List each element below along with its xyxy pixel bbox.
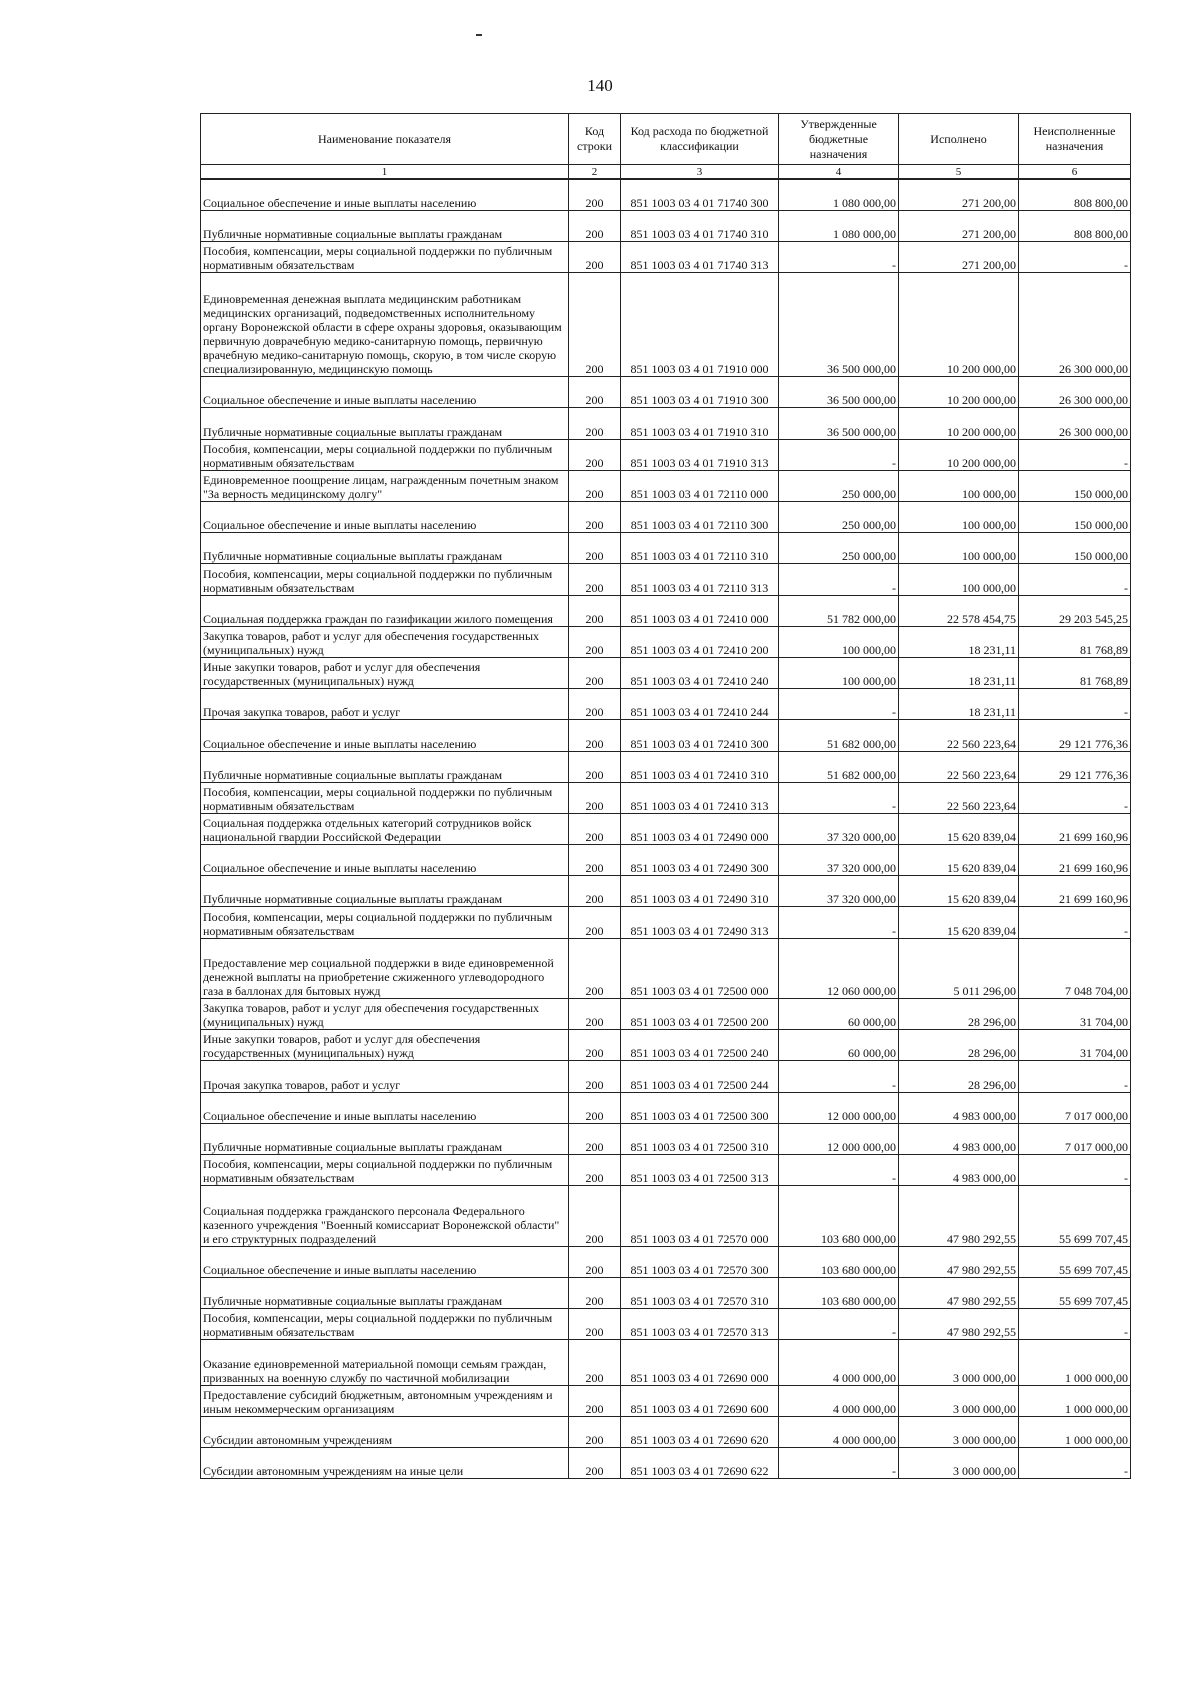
row-approved: 36 500 000,00 — [779, 408, 899, 439]
row-line-code: 200 — [569, 439, 621, 470]
row-unexecuted: - — [1019, 907, 1131, 938]
row-budget-code: 851 1003 03 4 01 72410 313 — [621, 782, 779, 813]
row-line-code: 200 — [569, 179, 621, 210]
row-approved: - — [779, 1448, 899, 1479]
row-approved: - — [779, 564, 899, 595]
row-line-code: 200 — [569, 938, 621, 998]
row-unexecuted: 21 699 160,96 — [1019, 845, 1131, 876]
table-row — [201, 751, 1131, 782]
row-executed: 22 560 223,64 — [899, 782, 1019, 813]
row-executed: 28 296,00 — [899, 1030, 1019, 1061]
table-row — [201, 720, 1131, 751]
row-line-code: 200 — [569, 907, 621, 938]
table-row — [201, 241, 1131, 272]
row-name: Социальное обеспечение и иные выплаты населению — [201, 502, 569, 533]
table-row — [201, 377, 1131, 408]
column-number: 2 — [569, 165, 621, 180]
row-budget-code: 851 1003 03 4 01 72500 000 — [621, 938, 779, 998]
row-budget-code: 851 1003 03 4 01 72690 622 — [621, 1448, 779, 1479]
row-approved: - — [779, 689, 899, 720]
row-unexecuted: 29 203 545,25 — [1019, 595, 1131, 626]
row-name: Социальная поддержка гражданского персонала Федерального казенного учреждения "Военный комиссариат Воронежской области" и его структурных подразделений — [201, 1186, 569, 1246]
column-number: 6 — [1019, 165, 1131, 180]
row-name: Пособия, компенсации, меры социальной поддержки по публичным нормативным обязательствам — [201, 782, 569, 813]
row-unexecuted: - — [1019, 241, 1131, 272]
row-name: Единовременное поощрение лицам, награжденным почетным знаком "За верность медицинскому долгу" — [201, 470, 569, 501]
header-executed: Исполнено — [899, 114, 1019, 165]
table-row — [201, 179, 1131, 210]
row-executed: 100 000,00 — [899, 564, 1019, 595]
row-budget-code: 851 1003 03 4 01 71740 300 — [621, 179, 779, 210]
row-executed: 10 200 000,00 — [899, 439, 1019, 470]
row-budget-code: 851 1003 03 4 01 72410 300 — [621, 720, 779, 751]
table-row — [201, 1030, 1131, 1061]
table-row — [201, 564, 1131, 595]
row-approved: 100 000,00 — [779, 626, 899, 657]
row-line-code: 200 — [569, 1154, 621, 1185]
row-name: Социальное обеспечение и иные выплаты населению — [201, 1246, 569, 1277]
column-number: 1 — [201, 165, 569, 180]
row-approved: 51 782 000,00 — [779, 595, 899, 626]
row-approved: - — [779, 1154, 899, 1185]
row-unexecuted: 7 048 704,00 — [1019, 938, 1131, 998]
table-row — [201, 1385, 1131, 1416]
row-unexecuted: - — [1019, 1308, 1131, 1339]
table-row — [201, 813, 1131, 844]
row-name: Пособия, компенсации, меры социальной поддержки по публичным нормативным обязательствам — [201, 1308, 569, 1339]
table-row — [201, 999, 1131, 1030]
column-number: 4 — [779, 165, 899, 180]
row-executed: 22 578 454,75 — [899, 595, 1019, 626]
table-row — [201, 470, 1131, 501]
scan-mark — [476, 34, 482, 36]
row-approved: 250 000,00 — [779, 502, 899, 533]
row-approved: - — [779, 1061, 899, 1092]
row-line-code: 200 — [569, 408, 621, 439]
row-name: Предоставление субсидий бюджетным, автономным учреждениям и иным некоммерческим организациям — [201, 1385, 569, 1416]
row-budget-code: 851 1003 03 4 01 72490 310 — [621, 876, 779, 907]
row-executed: 10 200 000,00 — [899, 273, 1019, 377]
row-name: Прочая закупка товаров, работ и услуг — [201, 1061, 569, 1092]
row-executed: 3 000 000,00 — [899, 1340, 1019, 1386]
row-approved: 36 500 000,00 — [779, 273, 899, 377]
row-approved: 1 080 000,00 — [779, 210, 899, 241]
row-line-code: 200 — [569, 1308, 621, 1339]
row-approved: 37 320 000,00 — [779, 813, 899, 844]
column-numbers-row — [201, 165, 1131, 180]
table-row — [201, 533, 1131, 564]
row-unexecuted: 29 121 776,36 — [1019, 751, 1131, 782]
row-executed: 15 620 839,04 — [899, 907, 1019, 938]
row-approved: - — [779, 907, 899, 938]
table-body — [201, 179, 1131, 1479]
row-unexecuted: - — [1019, 1448, 1131, 1479]
table-row — [201, 689, 1131, 720]
row-line-code: 200 — [569, 1030, 621, 1061]
row-name: Оказание единовременной материальной помощи семьям граждан, призванных на военную службу по частичной мобилизации — [201, 1340, 569, 1386]
table-row — [201, 657, 1131, 688]
row-executed: 15 620 839,04 — [899, 845, 1019, 876]
row-name: Социальное обеспечение и иные выплаты населению — [201, 845, 569, 876]
row-approved: 12 000 000,00 — [779, 1123, 899, 1154]
row-budget-code: 851 1003 03 4 01 72690 600 — [621, 1385, 779, 1416]
row-unexecuted: - — [1019, 439, 1131, 470]
row-budget-code: 851 1003 03 4 01 72410 240 — [621, 657, 779, 688]
row-budget-code: 851 1003 03 4 01 72110 313 — [621, 564, 779, 595]
row-approved: 60 000,00 — [779, 999, 899, 1030]
row-name: Пособия, компенсации, меры социальной поддержки по публичным нормативным обязательствам — [201, 241, 569, 272]
row-budget-code: 851 1003 03 4 01 72690 620 — [621, 1417, 779, 1448]
row-executed: 15 620 839,04 — [899, 876, 1019, 907]
row-executed: 100 000,00 — [899, 533, 1019, 564]
row-budget-code: 851 1003 03 4 01 71910 313 — [621, 439, 779, 470]
row-unexecuted: 26 300 000,00 — [1019, 273, 1131, 377]
table-row — [201, 1340, 1131, 1386]
row-approved: - — [779, 782, 899, 813]
row-unexecuted: 55 699 707,45 — [1019, 1277, 1131, 1308]
table-row — [201, 273, 1131, 377]
table-row — [201, 1308, 1131, 1339]
row-name: Единовременная денежная выплата медицинским работникам медицинских организаций, подведомственных исполнительному органу Воронежской области в сфере охраны здоровья, оказывающим первичную доврачебную медико-санитарную помощь, первичную врачебную медико-санитарную помощь, скорую, в том числе скорую специализированную, медицинскую помощь — [201, 273, 569, 377]
row-executed: 22 560 223,64 — [899, 720, 1019, 751]
row-unexecuted: 26 300 000,00 — [1019, 377, 1131, 408]
row-executed: 22 560 223,64 — [899, 751, 1019, 782]
row-executed: 47 980 292,55 — [899, 1186, 1019, 1246]
row-name: Пособия, компенсации, меры социальной поддержки по публичным нормативным обязательствам — [201, 439, 569, 470]
row-executed: 100 000,00 — [899, 502, 1019, 533]
row-line-code: 200 — [569, 1246, 621, 1277]
row-unexecuted: 150 000,00 — [1019, 533, 1131, 564]
row-executed: 15 620 839,04 — [899, 813, 1019, 844]
row-executed: 4 983 000,00 — [899, 1123, 1019, 1154]
row-approved: - — [779, 439, 899, 470]
table-row — [201, 1186, 1131, 1246]
row-unexecuted: 808 800,00 — [1019, 179, 1131, 210]
row-approved: 4 000 000,00 — [779, 1385, 899, 1416]
header-budget-code: Код расхода по бюджетной классификации — [621, 114, 779, 165]
row-executed: 18 231,11 — [899, 689, 1019, 720]
row-line-code: 200 — [569, 782, 621, 813]
row-executed: 271 200,00 — [899, 241, 1019, 272]
row-unexecuted: - — [1019, 1154, 1131, 1185]
table-row — [201, 1123, 1131, 1154]
row-budget-code: 851 1003 03 4 01 72490 300 — [621, 845, 779, 876]
row-executed: 3 000 000,00 — [899, 1417, 1019, 1448]
table-row — [201, 502, 1131, 533]
table-row — [201, 876, 1131, 907]
table-row — [201, 938, 1131, 998]
row-name: Социальное обеспечение и иные выплаты населению — [201, 179, 569, 210]
row-executed: 28 296,00 — [899, 999, 1019, 1030]
row-budget-code: 851 1003 03 4 01 72410 000 — [621, 595, 779, 626]
row-unexecuted: 1 000 000,00 — [1019, 1385, 1131, 1416]
row-executed: 271 200,00 — [899, 179, 1019, 210]
row-budget-code: 851 1003 03 4 01 72500 244 — [621, 1061, 779, 1092]
row-approved: 250 000,00 — [779, 470, 899, 501]
row-approved: 37 320 000,00 — [779, 845, 899, 876]
header-name: Наименование показателя — [201, 114, 569, 165]
row-budget-code: 851 1003 03 4 01 72690 000 — [621, 1340, 779, 1386]
row-approved: 51 682 000,00 — [779, 751, 899, 782]
row-executed: 4 983 000,00 — [899, 1154, 1019, 1185]
column-number: 3 — [621, 165, 779, 180]
table-row — [201, 626, 1131, 657]
row-line-code: 200 — [569, 876, 621, 907]
row-approved: 37 320 000,00 — [779, 876, 899, 907]
row-name: Закупка товаров, работ и услуг для обеспечения государственных (муниципальных) нужд — [201, 626, 569, 657]
row-budget-code: 851 1003 03 4 01 71740 310 — [621, 210, 779, 241]
row-executed: 3 000 000,00 — [899, 1448, 1019, 1479]
row-name: Иные закупки товаров, работ и услуг для обеспечения государственных (муниципальных) нужд — [201, 1030, 569, 1061]
table-row — [201, 1061, 1131, 1092]
row-approved: 103 680 000,00 — [779, 1186, 899, 1246]
row-line-code: 200 — [569, 999, 621, 1030]
table-row — [201, 1448, 1131, 1479]
table-row — [201, 1417, 1131, 1448]
row-unexecuted: 1 000 000,00 — [1019, 1417, 1131, 1448]
row-line-code: 200 — [569, 845, 621, 876]
row-executed: 18 231,11 — [899, 626, 1019, 657]
row-budget-code: 851 1003 03 4 01 72110 310 — [621, 533, 779, 564]
row-line-code: 200 — [569, 1417, 621, 1448]
row-unexecuted: 81 768,89 — [1019, 626, 1131, 657]
row-approved: 1 080 000,00 — [779, 179, 899, 210]
row-budget-code: 851 1003 03 4 01 72490 000 — [621, 813, 779, 844]
row-executed: 18 231,11 — [899, 657, 1019, 688]
row-budget-code: 851 1003 03 4 01 72570 310 — [621, 1277, 779, 1308]
row-name: Публичные нормативные социальные выплаты гражданам — [201, 408, 569, 439]
row-unexecuted: 29 121 776,36 — [1019, 720, 1131, 751]
row-budget-code: 851 1003 03 4 01 72110 000 — [621, 470, 779, 501]
row-budget-code: 851 1003 03 4 01 72110 300 — [621, 502, 779, 533]
row-unexecuted: - — [1019, 564, 1131, 595]
header-approved: Утвержденные бюджетные назначения — [779, 114, 899, 165]
row-approved: 4 000 000,00 — [779, 1340, 899, 1386]
row-approved: 250 000,00 — [779, 533, 899, 564]
row-approved: 12 060 000,00 — [779, 938, 899, 998]
row-line-code: 200 — [569, 720, 621, 751]
row-executed: 271 200,00 — [899, 210, 1019, 241]
row-unexecuted: 31 704,00 — [1019, 1030, 1131, 1061]
row-unexecuted: 150 000,00 — [1019, 502, 1131, 533]
row-executed: 47 980 292,55 — [899, 1246, 1019, 1277]
row-name: Закупка товаров, работ и услуг для обеспечения государственных (муниципальных) нужд — [201, 999, 569, 1030]
row-line-code: 200 — [569, 1092, 621, 1123]
row-budget-code: 851 1003 03 4 01 72500 300 — [621, 1092, 779, 1123]
row-line-code: 200 — [569, 1061, 621, 1092]
header-line-code: Код строки — [569, 114, 621, 165]
table-row — [201, 1246, 1131, 1277]
row-line-code: 200 — [569, 1385, 621, 1416]
row-budget-code: 851 1003 03 4 01 72570 000 — [621, 1186, 779, 1246]
row-name: Социальное обеспечение и иные выплаты населению — [201, 1092, 569, 1123]
row-approved: 12 000 000,00 — [779, 1092, 899, 1123]
row-unexecuted: 1 000 000,00 — [1019, 1340, 1131, 1386]
row-line-code: 200 — [569, 626, 621, 657]
row-executed: 10 200 000,00 — [899, 408, 1019, 439]
table-row — [201, 907, 1131, 938]
row-budget-code: 851 1003 03 4 01 72500 200 — [621, 999, 779, 1030]
row-executed: 47 980 292,55 — [899, 1277, 1019, 1308]
row-unexecuted: 150 000,00 — [1019, 470, 1131, 501]
row-executed: 4 983 000,00 — [899, 1092, 1019, 1123]
row-name: Публичные нормативные социальные выплаты гражданам — [201, 751, 569, 782]
row-line-code: 200 — [569, 502, 621, 533]
row-unexecuted: - — [1019, 1061, 1131, 1092]
row-name: Пособия, компенсации, меры социальной поддержки по публичным нормативным обязательствам — [201, 907, 569, 938]
row-approved: 36 500 000,00 — [779, 377, 899, 408]
column-number: 5 — [899, 165, 1019, 180]
header-row — [201, 114, 1131, 165]
row-line-code: 200 — [569, 470, 621, 501]
row-name: Предоставление мер социальной поддержки в виде единовременной денежной выплаты на приобретение сжиженного углеводородного газа в баллонах для бытовых нужд — [201, 938, 569, 998]
row-line-code: 200 — [569, 751, 621, 782]
row-executed: 3 000 000,00 — [899, 1385, 1019, 1416]
table-row — [201, 1092, 1131, 1123]
row-name: Публичные нормативные социальные выплаты гражданам — [201, 1277, 569, 1308]
row-line-code: 200 — [569, 210, 621, 241]
row-budget-code: 851 1003 03 4 01 72490 313 — [621, 907, 779, 938]
table-row — [201, 439, 1131, 470]
row-budget-code: 851 1003 03 4 01 71910 300 — [621, 377, 779, 408]
row-budget-code: 851 1003 03 4 01 72500 313 — [621, 1154, 779, 1185]
row-approved: - — [779, 241, 899, 272]
table-row — [201, 782, 1131, 813]
table-row — [201, 1277, 1131, 1308]
row-line-code: 200 — [569, 377, 621, 408]
row-name: Социальная поддержка граждан по газификации жилого помещения — [201, 595, 569, 626]
row-executed: 47 980 292,55 — [899, 1308, 1019, 1339]
row-line-code: 200 — [569, 564, 621, 595]
row-line-code: 200 — [569, 241, 621, 272]
row-budget-code: 851 1003 03 4 01 71910 000 — [621, 273, 779, 377]
row-line-code: 200 — [569, 533, 621, 564]
header-unexecuted: Неисполненные назначения — [1019, 114, 1131, 165]
row-unexecuted: 21 699 160,96 — [1019, 876, 1131, 907]
row-line-code: 200 — [569, 1448, 621, 1479]
row-unexecuted: 808 800,00 — [1019, 210, 1131, 241]
row-budget-code: 851 1003 03 4 01 72570 300 — [621, 1246, 779, 1277]
row-name: Публичные нормативные социальные выплаты гражданам — [201, 1123, 569, 1154]
row-approved: 103 680 000,00 — [779, 1277, 899, 1308]
row-approved: 103 680 000,00 — [779, 1246, 899, 1277]
row-name: Публичные нормативные социальные выплаты гражданам — [201, 876, 569, 907]
row-budget-code: 851 1003 03 4 01 72410 200 — [621, 626, 779, 657]
row-unexecuted: - — [1019, 689, 1131, 720]
table-row — [201, 408, 1131, 439]
row-executed: 100 000,00 — [899, 470, 1019, 501]
page-number: 140 — [587, 76, 613, 95]
row-budget-code: 851 1003 03 4 01 72500 240 — [621, 1030, 779, 1061]
row-approved: 60 000,00 — [779, 1030, 899, 1061]
row-name: Прочая закупка товаров, работ и услуг — [201, 689, 569, 720]
row-name: Пособия, компенсации, меры социальной поддержки по публичным нормативным обязательствам — [201, 564, 569, 595]
row-line-code: 200 — [569, 1186, 621, 1246]
row-name: Публичные нормативные социальные выплаты гражданам — [201, 533, 569, 564]
row-approved: 51 682 000,00 — [779, 720, 899, 751]
row-name: Публичные нормативные социальные выплаты гражданам — [201, 210, 569, 241]
row-unexecuted: 81 768,89 — [1019, 657, 1131, 688]
row-name: Социальное обеспечение и иные выплаты населению — [201, 720, 569, 751]
row-executed: 10 200 000,00 — [899, 377, 1019, 408]
row-name: Социальная поддержка отдельных категорий сотрудников войск национальной гвардии Российской Федерации — [201, 813, 569, 844]
budget-execution-table — [200, 113, 1131, 1479]
row-unexecuted: 26 300 000,00 — [1019, 408, 1131, 439]
row-budget-code: 851 1003 03 4 01 72410 244 — [621, 689, 779, 720]
table-row — [201, 845, 1131, 876]
row-unexecuted: 55 699 707,45 — [1019, 1246, 1131, 1277]
row-line-code: 200 — [569, 657, 621, 688]
row-name: Субсидии автономным учреждениям на иные цели — [201, 1448, 569, 1479]
row-line-code: 200 — [569, 595, 621, 626]
row-unexecuted: 21 699 160,96 — [1019, 813, 1131, 844]
row-name: Иные закупки товаров, работ и услуг для обеспечения государственных (муниципальных) нужд — [201, 657, 569, 688]
row-unexecuted: 7 017 000,00 — [1019, 1123, 1131, 1154]
row-unexecuted: 55 699 707,45 — [1019, 1186, 1131, 1246]
row-line-code: 200 — [569, 1277, 621, 1308]
row-name: Субсидии автономным учреждениям — [201, 1417, 569, 1448]
row-executed: 28 296,00 — [899, 1061, 1019, 1092]
row-budget-code: 851 1003 03 4 01 71740 313 — [621, 241, 779, 272]
row-unexecuted: 7 017 000,00 — [1019, 1092, 1131, 1123]
table-row — [201, 210, 1131, 241]
row-approved: 4 000 000,00 — [779, 1417, 899, 1448]
row-budget-code: 851 1003 03 4 01 72410 310 — [621, 751, 779, 782]
row-line-code: 200 — [569, 689, 621, 720]
row-budget-code: 851 1003 03 4 01 72500 310 — [621, 1123, 779, 1154]
row-approved: - — [779, 1308, 899, 1339]
row-line-code: 200 — [569, 273, 621, 377]
row-unexecuted: 31 704,00 — [1019, 999, 1131, 1030]
table-row — [201, 1154, 1131, 1185]
row-line-code: 200 — [569, 813, 621, 844]
row-name: Социальное обеспечение и иные выплаты населению — [201, 377, 569, 408]
row-name: Пособия, компенсации, меры социальной поддержки по публичным нормативным обязательствам — [201, 1154, 569, 1185]
row-executed: 5 011 296,00 — [899, 938, 1019, 998]
row-line-code: 200 — [569, 1123, 621, 1154]
row-unexecuted: - — [1019, 782, 1131, 813]
table-row — [201, 595, 1131, 626]
row-budget-code: 851 1003 03 4 01 72570 313 — [621, 1308, 779, 1339]
row-budget-code: 851 1003 03 4 01 71910 310 — [621, 408, 779, 439]
row-line-code: 200 — [569, 1340, 621, 1386]
row-approved: 100 000,00 — [779, 657, 899, 688]
